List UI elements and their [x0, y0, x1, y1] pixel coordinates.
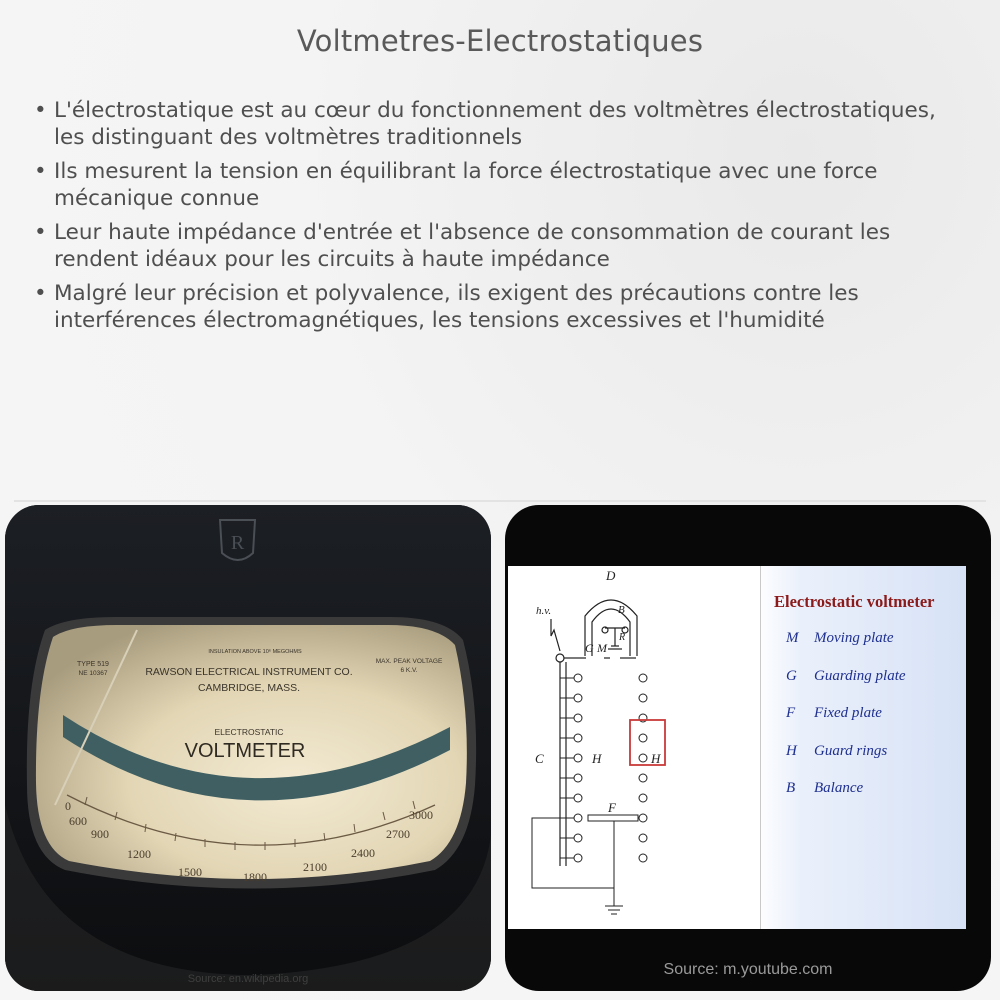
image-source-left: Source: en.wikipedia.org: [187, 973, 309, 985]
bullet-item: • L'électrostatique est au cœur du fonctionnement des voltmètres électrostatiques, les distinguant des voltmètres traditionnels: [34, 98, 954, 151]
voltmeter-photo: [5, 505, 491, 991]
legend-label: Moving plate: [814, 630, 894, 646]
scale-label-2400: 2400: [351, 846, 375, 860]
scale-label-2100: 2100: [303, 860, 327, 874]
voltmeter-illustration: [5, 505, 491, 991]
bullet-list: [34, 98, 954, 342]
diagram-slide-image: [505, 505, 991, 991]
label-h-left: H: [592, 751, 602, 766]
legend-item: [786, 630, 906, 668]
page-title: Voltmetres-Electrostatiques: [296, 24, 704, 58]
image-source-right: Source: m.youtube.com: [663, 961, 833, 978]
legend-item: [786, 705, 906, 743]
slide-legend: [786, 630, 906, 818]
logo-letter: R: [230, 532, 245, 554]
scale-label-1800: 1800: [243, 870, 267, 884]
label-f: F: [608, 800, 616, 815]
bullet-item: • Leur haute impédance d'entrée et l'absence de consommation de courant les rendent idéaux pour les circuits à haute impédance: [34, 220, 954, 273]
scale-label-3000: 3000: [409, 808, 433, 822]
legend-label: Guard rings: [814, 742, 888, 759]
bullet-item: • Ils mesurent la tension en équilibrant la force électrostatique avec une force mécanique connue: [34, 159, 954, 212]
label-d: D: [606, 568, 616, 583]
legend-key: G: [786, 667, 797, 684]
voltmeter-circuit-diagram: [508, 566, 760, 929]
label-c: C: [535, 751, 544, 766]
label-hv: h.v.: [536, 605, 552, 617]
insulation-label: INSULATION ABOVE 10⁶ MEGOHMS: [208, 649, 302, 655]
legend-label: Balance: [814, 780, 864, 796]
scale-label-600: 600: [69, 814, 87, 828]
legend-item: [786, 780, 906, 818]
legend-key: F: [786, 705, 796, 721]
scale-label-0: 0: [65, 799, 71, 813]
maker-label: RAWSON ELECTRICAL INSTRUMENT CO.: [145, 666, 353, 678]
scale-label-1500: 1500: [178, 865, 202, 879]
type-label: TYPE 519: [77, 661, 109, 668]
scale-label-2700: 2700: [386, 827, 410, 841]
slide-diagram-area: [508, 566, 761, 929]
legend-item: [786, 668, 906, 706]
city-label: CAMBRIDGE, MASS.: [197, 682, 301, 694]
legend-key: H: [786, 742, 797, 759]
slide-title: Electrostatic voltmeter: [774, 592, 935, 611]
label-r: R: [619, 632, 626, 643]
legend-item: [786, 743, 906, 781]
dial-name: VOLTMETER: [184, 740, 306, 762]
legend-key: M: [786, 630, 799, 646]
label-g: G: [585, 641, 594, 655]
scale-label-900: 900: [91, 827, 109, 841]
legend-label: Guarding plate: [814, 667, 906, 684]
bullet-item: • Malgré leur précision et polyvalence, ils exigent des précautions contre les interférences électromagnétiques, les tensions excessives et l'humidité: [34, 281, 954, 334]
serial-label: NE 10367: [78, 670, 108, 677]
legend-label: Fixed plate: [814, 705, 882, 721]
legend-key: B: [786, 780, 796, 796]
peak-voltage-label: MAX. PEAK VOLTAGE: [375, 658, 443, 665]
dial-subtitle: ELECTROSTATIC: [214, 727, 284, 737]
peak-voltage-value: 6 K.V.: [400, 667, 418, 674]
label-h-right: H: [651, 751, 661, 766]
label-m: M: [597, 641, 607, 655]
scale-label-1200: 1200: [127, 847, 151, 861]
slide: [508, 566, 966, 929]
section-divider: [14, 500, 986, 502]
label-b: B: [618, 604, 625, 616]
